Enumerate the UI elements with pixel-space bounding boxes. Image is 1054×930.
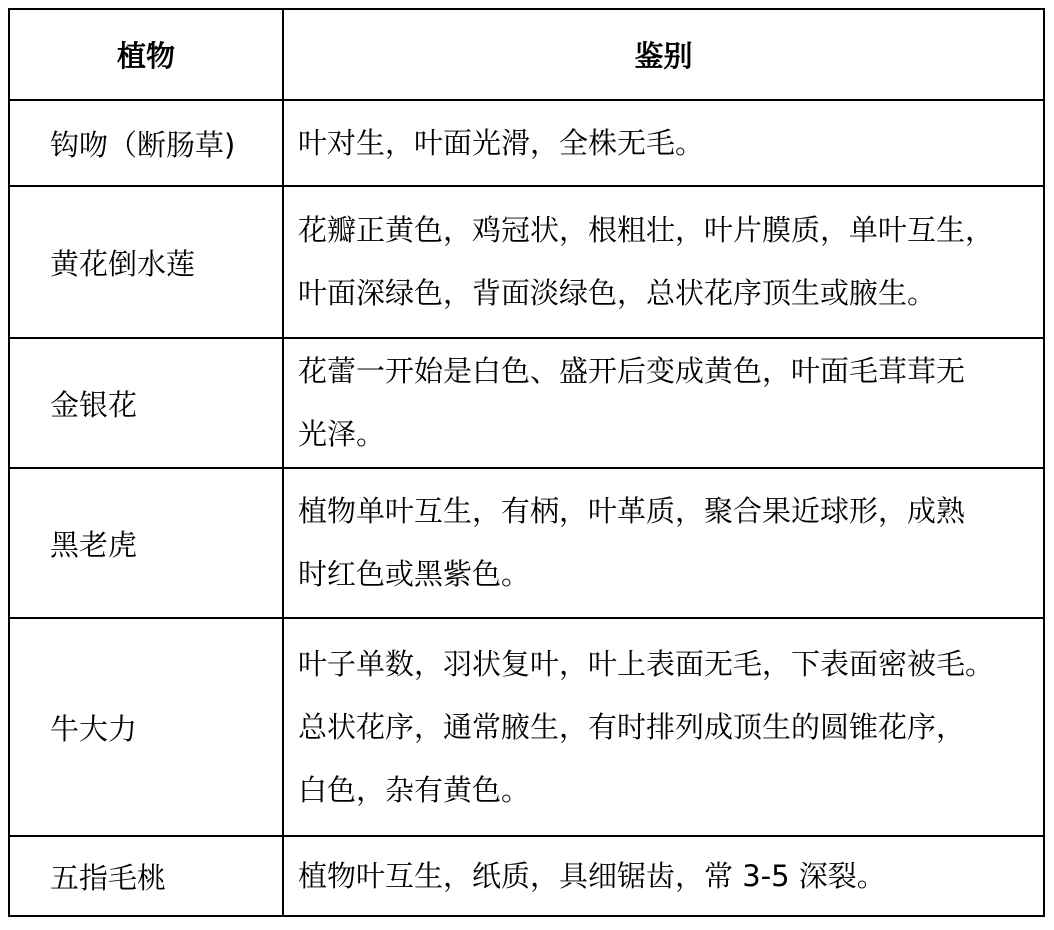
- table-row: [9, 468, 1044, 618]
- plant-name-cell: 牛大力: [9, 618, 283, 836]
- header-identification: 鉴别: [283, 9, 1044, 100]
- identification-cell: 花瓣正黄色，鸡冠状，根粗壮，叶片膜质，单叶互生， 叶面深绿色，背面淡绿色，总状花序顶生或腋生。: [283, 186, 1044, 338]
- plant-name-cell: 黄花倒水莲: [9, 186, 283, 338]
- table-row: [9, 186, 1044, 338]
- identification-cell: 叶子单数，羽状复叶，叶上表面无毛，下表面密被毛。 总状花序，通常腋生，有时排列成顶生的圆锥花序， 白色，杂有黄色。: [283, 618, 1044, 836]
- identification-cell: 植物叶互生，纸质，具细锯齿，常 3-5 深裂。: [283, 836, 1044, 916]
- identification-cell: 植物单叶互生，有柄，叶革质，聚合果近球形，成熟 时红色或黑紫色。: [283, 468, 1044, 618]
- identification-cell: 叶对生，叶面光滑，全株无毛。: [283, 100, 1044, 186]
- plant-name-cell: 金银花: [9, 338, 283, 468]
- table-row: [9, 100, 1044, 186]
- plant-identification-table: [8, 8, 1045, 917]
- table-row: [9, 618, 1044, 836]
- table-row: [9, 338, 1044, 468]
- table-row: [9, 836, 1044, 916]
- plant-name-cell: 五指毛桃: [9, 836, 283, 916]
- header-plant: 植物: [9, 9, 283, 100]
- table-header-row: [9, 9, 1044, 100]
- identification-cell: 花蕾一开始是白色、盛开后变成黄色，叶面毛茸茸无 光泽。: [283, 338, 1044, 468]
- plant-name-cell: 黑老虎: [9, 468, 283, 618]
- plant-name-cell: 钩吻（断肠草): [9, 100, 283, 186]
